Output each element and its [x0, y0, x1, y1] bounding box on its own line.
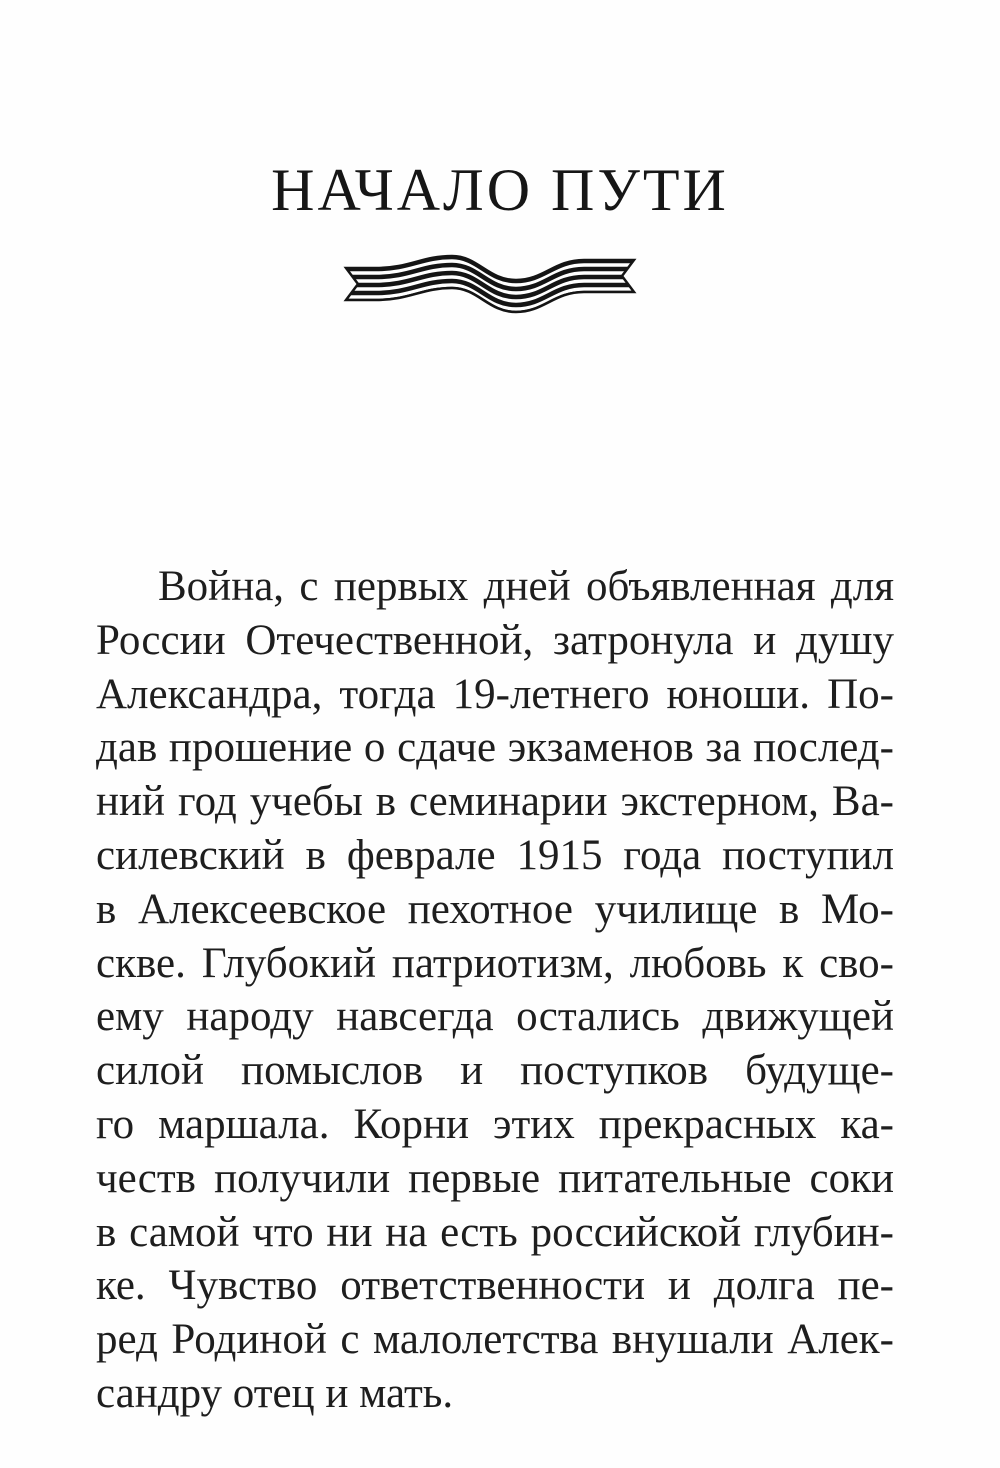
body-line: честв получили первые питательные соки [96, 1154, 894, 1202]
ribbon-ornament-icon [340, 250, 640, 318]
body-line: России Отечественной, затронула и душу [96, 616, 894, 664]
body-line: в Алексеевское пехотное училище в Мо- [96, 885, 894, 933]
body-line: дав прошение о сдаче экзаменов за послед- [96, 724, 894, 772]
body-line: ке. Чувство ответственности и долга пе- [96, 1262, 894, 1310]
body-line: скве. Глубокий патриотизм, любовь к сво- [96, 939, 894, 987]
body-line: ред Родиной с малолетства внушали Алек- [96, 1316, 894, 1364]
body-line: ний год учебы в семинарии экстерном, Ва- [96, 778, 894, 826]
body-line: сандру отец и мать. [96, 1369, 454, 1417]
body-line: го маршала. Корни этих прекрасных ка- [96, 1100, 894, 1148]
chapter-body-text [96, 560, 894, 1421]
body-line: Война, с первых дней объявленная для [158, 563, 894, 610]
body-line: силой помыслов и поступков будуще- [96, 1047, 894, 1095]
body-line: в самой что ни на есть российской глубин- [96, 1208, 894, 1256]
body-line: силевский в феврале 1915 года поступил [96, 831, 894, 879]
body-line: ему народу навсегда остались движущей [96, 993, 894, 1041]
body-line: Александра, тогда 19-летнего юноши. По- [96, 670, 894, 718]
chapter-title: НАЧАЛО ПУТИ [271, 157, 729, 223]
